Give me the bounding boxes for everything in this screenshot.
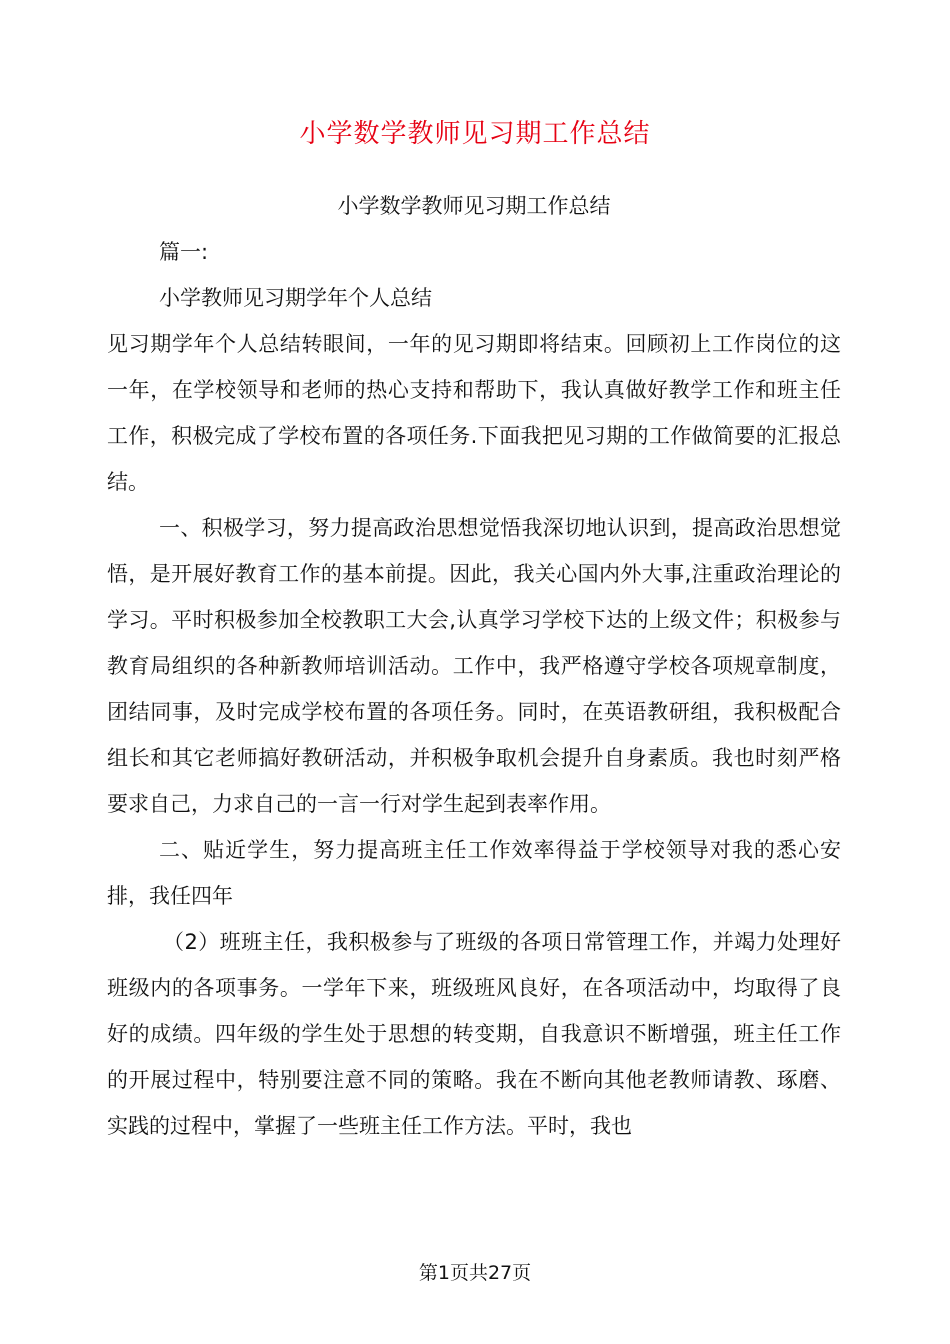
paragraph-intro: 见习期学年个人总结转眼间，一年的见习期即将结束。回顾初上工作岗位的这一年，在学校领导和老师的热心支持和帮助下，我认真做好教学工作和班主任工作，积极完成了学校布置的各项任务.下面我把见习期的工作做简要的汇报总结。: [107, 332, 841, 494]
page-number-footer: 第1页共27页: [418, 1262, 532, 1284]
paragraph-class-teacher: 二、贴近学生，努力提高班主任工作效率得益于学校领导对我的悉心安排，我任四年: [107, 838, 841, 908]
document-subtitle: 小学数学教师见习期工作总结: [337, 194, 611, 218]
section-heading: 小学教师见习期学年个人总结: [159, 286, 432, 310]
document-title: 小学数学教师见习期工作总结: [299, 119, 651, 149]
section-label: 篇一:: [159, 240, 209, 264]
document-body: [107, 183, 841, 1149]
paragraph-political-study: 一、积极学习，努力提高政治思想觉悟我深切地认识到，提高政治思想觉悟，是开展好教育工作的基本前提。因此，我关心国内外大事,注重政治理论的学习。平时积极参加全校教职工大会,认真学习学校下达的上级文件；积极参与教育局组织的各种新教师培训活动。工作中，我严格遵守学校各项规章制度，团结同事，及时完成学校布置的各项任务。同时，在英语教研组，我积极配合组长和其它老师搞好教研活动，并积极争取机会提升自身素质。我也时刻严格要求自己，力求自己的一言一行对学生起到表率作用。: [107, 516, 841, 816]
paragraph-class-management: （2）班班主任，我积极参与了班级的各项日常管理工作，并竭力处理好班级内的各项事务。一学年下来，班级班风良好，在各项活动中，均取得了良好的成绩。四年级的学生处于思想的转变期，自我意识不断增强，班主任工作的开展过程中，特别要注意不同的策略。我在不断向其他老教师请教、琢磨、实践的过程中，掌握了一些班主任工作方法。平时，我也: [107, 930, 841, 1138]
